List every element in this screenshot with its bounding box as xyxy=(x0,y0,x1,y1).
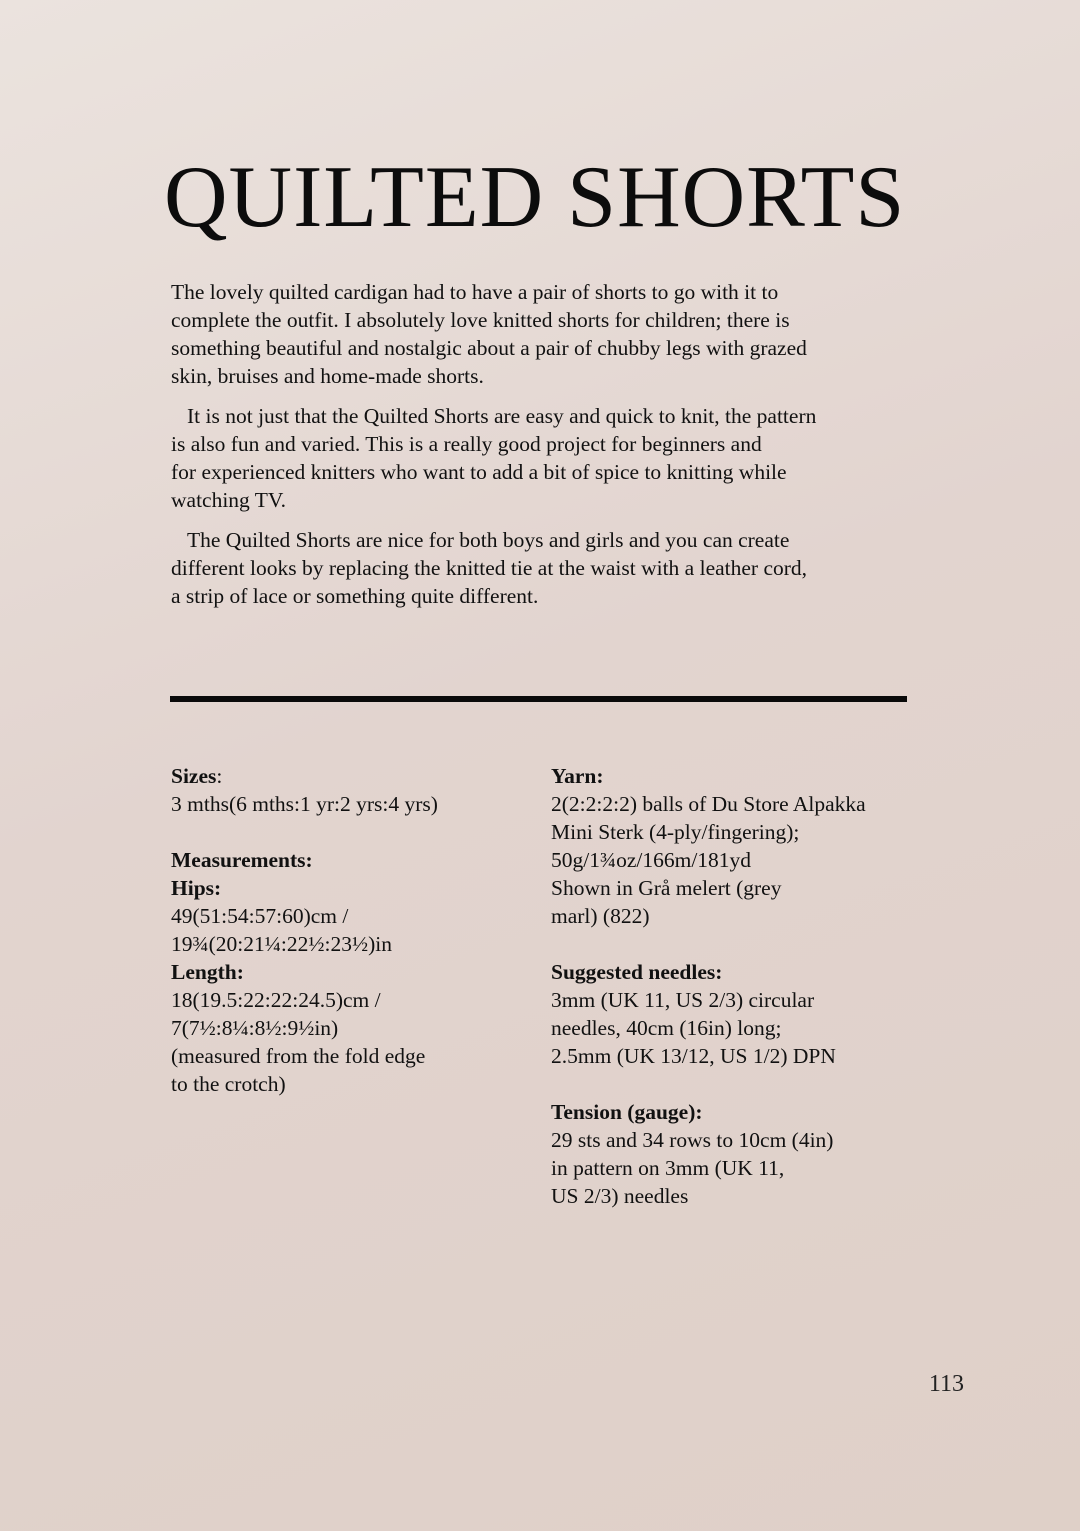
tension-value: in pattern on 3mm (UK 11, xyxy=(551,1156,785,1180)
intro-p1-line: skin, bruises and home-made shorts. xyxy=(171,364,484,388)
hips-value: 49(51:54:57:60)cm / xyxy=(171,904,349,928)
intro-p2-line: is also fun and varied. This is a really good project for beginners and xyxy=(171,432,762,456)
sizes-label: Sizes xyxy=(171,764,217,788)
yarn-block xyxy=(551,762,901,930)
page-number: 113 xyxy=(928,1371,964,1397)
intro-p1-line: something beautiful and nostalgic about a pair of chubby legs with grazed xyxy=(171,336,807,360)
hips-value: 19¾(20:21¼:22½:23½)in xyxy=(171,932,392,956)
section-divider xyxy=(170,696,907,702)
specs-left-column xyxy=(171,762,511,1126)
yarn-value: marl) (822) xyxy=(551,904,650,928)
yarn-label: Yarn: xyxy=(551,764,604,788)
yarn-value: Shown in Grå melert (grey xyxy=(551,876,782,900)
intro-paragraph-3 xyxy=(171,526,901,610)
measurements-label: Measurements: xyxy=(171,848,313,872)
tension-block xyxy=(551,1098,901,1210)
needles-block xyxy=(551,958,901,1070)
needles-value: 3mm (UK 11, US 2/3) circular xyxy=(551,988,815,1012)
sizes-colon: : xyxy=(216,764,223,788)
length-value: 18(19.5:22:22:24.5)cm / xyxy=(171,988,381,1012)
tension-value: 29 sts and 34 rows to 10cm (4in) xyxy=(551,1128,834,1152)
length-value: (measured from the fold edge xyxy=(171,1044,426,1068)
sizes-block xyxy=(171,762,511,818)
sizes-value: 3 mths(6 mths:1 yr:2 yrs:4 yrs) xyxy=(171,792,438,816)
measurements-block xyxy=(171,846,511,1098)
intro-p2-line: for experienced knitters who want to add a bit of spice to knitting while xyxy=(171,460,787,484)
yarn-value: Mini Sterk (4-ply/fingering); xyxy=(551,820,800,844)
needles-label: Suggested needles: xyxy=(551,960,723,984)
intro-p1-line: complete the outfit. I absolutely love knitted shorts for children; there is xyxy=(171,308,790,332)
needles-value: needles, 40cm (16in) long; xyxy=(551,1016,782,1040)
intro-p3-line: The Quilted Shorts are nice for both boys and girls and you can create xyxy=(187,528,790,552)
page-title: QUILTED SHORTS xyxy=(164,149,906,246)
yarn-value: 2(2:2:2:2) balls of Du Store Alpakka xyxy=(551,792,866,816)
sizes-heading xyxy=(171,762,511,790)
length-label: Length: xyxy=(171,960,244,984)
intro-p3-line: a strip of lace or something quite different. xyxy=(171,584,539,608)
intro-p2-line: watching TV. xyxy=(171,488,287,512)
tension-label: Tension (gauge): xyxy=(551,1100,703,1124)
intro-paragraph-1 xyxy=(171,278,901,390)
yarn-value: 50g/1¾oz/166m/181yd xyxy=(551,848,752,872)
intro-p1-line: The lovely quilted cardigan had to have a pair of shorts to go with it to xyxy=(171,280,779,304)
intro-paragraph-2 xyxy=(171,402,901,514)
length-value: 7(7½:8¼:8½:9½in) xyxy=(171,1016,339,1040)
intro-text xyxy=(171,278,901,622)
tension-value: US 2/3) needles xyxy=(551,1184,689,1208)
intro-p2-line: It is not just that the Quilted Shorts are easy and quick to knit, the pattern xyxy=(187,404,817,428)
hips-label: Hips: xyxy=(171,876,222,900)
length-value: to the crotch) xyxy=(171,1072,286,1096)
intro-p3-line: different looks by replacing the knitted tie at the waist with a leather cord, xyxy=(171,556,808,580)
specs-right-column xyxy=(551,762,901,1238)
needles-value: 2.5mm (UK 13/12, US 1/2) DPN xyxy=(551,1044,836,1068)
